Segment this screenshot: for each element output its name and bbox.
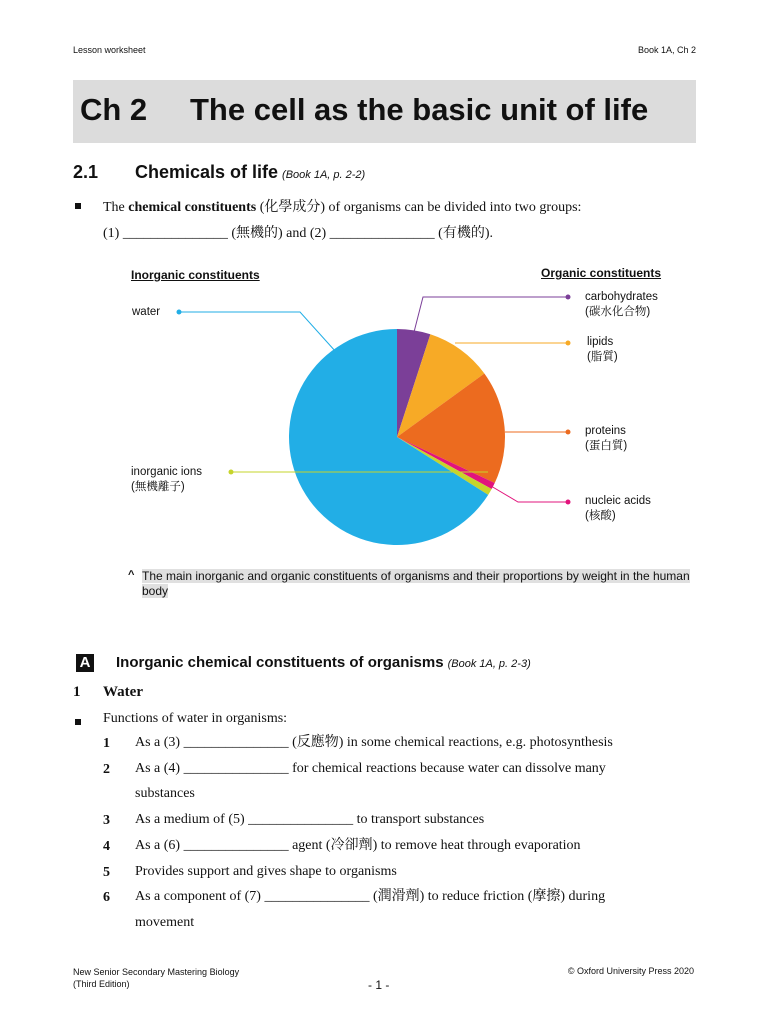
label-nucleic-zh: (核酸) bbox=[585, 510, 616, 522]
intro-zh: (化學成分) bbox=[256, 200, 326, 215]
inorganic-heading: Inorganic constituents bbox=[131, 268, 260, 282]
label-proteins bbox=[585, 424, 627, 454]
water-heading-num: 1 bbox=[73, 684, 81, 700]
label-carbs-zh: (碳水化合物) bbox=[585, 306, 651, 318]
dot-ions bbox=[229, 470, 234, 475]
water-heading: Water bbox=[103, 684, 143, 700]
label-lipids-en: lipids bbox=[587, 336, 614, 348]
function-line: As a (6) _______________ agent (冷卻劑) to remove heat through evaporation bbox=[135, 837, 581, 853]
function-line: Provides support and gives shape to organisms bbox=[135, 863, 397, 879]
header-left: Lesson worksheet bbox=[73, 45, 146, 55]
label-proteins-zh: (蛋白質) bbox=[585, 440, 628, 452]
function-number: 4 bbox=[103, 838, 110, 854]
pie-chart bbox=[289, 329, 505, 545]
functions-intro: Functions of water in organisms: bbox=[103, 711, 288, 726]
label-lipids-zh: (脂質) bbox=[587, 351, 618, 363]
section-a-badge: A bbox=[76, 654, 94, 672]
label-proteins-en: proteins bbox=[585, 425, 626, 437]
dot-nucleic bbox=[566, 500, 571, 505]
caption-text: The main inorganic and organic constituents of organisms and their proportions by weight in the human body bbox=[142, 569, 690, 598]
section-title-text: Chemicals of life bbox=[135, 162, 279, 182]
section-a-title bbox=[116, 654, 531, 671]
dot-lipids bbox=[566, 341, 571, 346]
section-a-title-text: Inorganic chemical constituents of organisms bbox=[116, 654, 444, 671]
footer-right: © Oxford University Press 2020 bbox=[567, 966, 694, 976]
chapter-title: The cell as the basic unit of life bbox=[190, 92, 649, 127]
label-nucleic-acids bbox=[585, 494, 651, 524]
section-ref: (Book 1A, p. 2-2) bbox=[282, 169, 366, 181]
dot-carbs bbox=[566, 295, 571, 300]
leader-carbs bbox=[413, 297, 568, 336]
label-water: water bbox=[132, 306, 161, 318]
function-line: As a component of (7) _______________ (潤滑劑) to reduce friction (摩擦) during bbox=[135, 889, 606, 905]
organic-heading: Organic constituents bbox=[541, 266, 662, 280]
label-ions-en: inorganic ions bbox=[131, 466, 202, 478]
function-number: 2 bbox=[103, 761, 110, 777]
footer-book: New Senior Secondary Mastering Biology bbox=[73, 967, 240, 977]
function-text bbox=[135, 730, 703, 756]
function-line: As a (4) _______________ for chemical reactions because water can dissolve many bbox=[135, 760, 606, 776]
label-ions-zh: (無機離子) bbox=[131, 481, 185, 493]
section-number: 2.1 bbox=[73, 162, 99, 182]
function-line: substances bbox=[135, 786, 195, 802]
function-text bbox=[135, 859, 703, 885]
label-carbohydrates bbox=[585, 290, 658, 320]
footer-edition: (Third Edition) bbox=[73, 979, 130, 989]
function-line: movement bbox=[135, 914, 195, 930]
chapter-number: Ch 2 bbox=[80, 92, 148, 127]
function-text bbox=[135, 756, 703, 807]
function-text bbox=[135, 807, 703, 833]
intro-post: of organisms can be divided into two groups: bbox=[325, 200, 582, 215]
leader-water bbox=[179, 312, 336, 352]
function-text bbox=[135, 833, 703, 859]
intro-pre: The bbox=[103, 200, 129, 215]
function-line: As a (3) _______________ (反應物) in some chemical reactions, e.g. photosynthesis bbox=[135, 735, 613, 750]
bullet bbox=[75, 719, 81, 725]
dot-proteins bbox=[566, 430, 571, 435]
function-line: As a medium of (5) _______________ to transport substances bbox=[135, 812, 485, 828]
intro-bold: chemical constituents bbox=[128, 200, 257, 215]
leader-nucleic bbox=[491, 486, 568, 502]
function-number: 1 bbox=[103, 736, 110, 751]
label-lipids bbox=[587, 335, 618, 365]
function-number: 6 bbox=[103, 890, 110, 906]
function-text bbox=[135, 884, 703, 935]
function-number: 5 bbox=[103, 864, 110, 880]
caption-caret: ^ bbox=[128, 569, 135, 581]
dot-water bbox=[177, 310, 182, 315]
intro-line2: (1) _______________ (無機的) and (2) _______________ (有機的). bbox=[103, 226, 494, 241]
header-right: Book 1A, Ch 2 bbox=[637, 45, 696, 55]
label-carbs-en: carbohydrates bbox=[585, 291, 658, 303]
section-a-ref: (Book 1A, p. 2-3) bbox=[447, 658, 531, 670]
label-inorganic-ions bbox=[131, 465, 202, 495]
function-number: 3 bbox=[103, 813, 110, 829]
footer-left bbox=[73, 966, 239, 990]
page-number: - 1 - bbox=[368, 978, 390, 992]
caption bbox=[142, 569, 698, 599]
label-nucleic-en: nucleic acids bbox=[585, 495, 651, 507]
